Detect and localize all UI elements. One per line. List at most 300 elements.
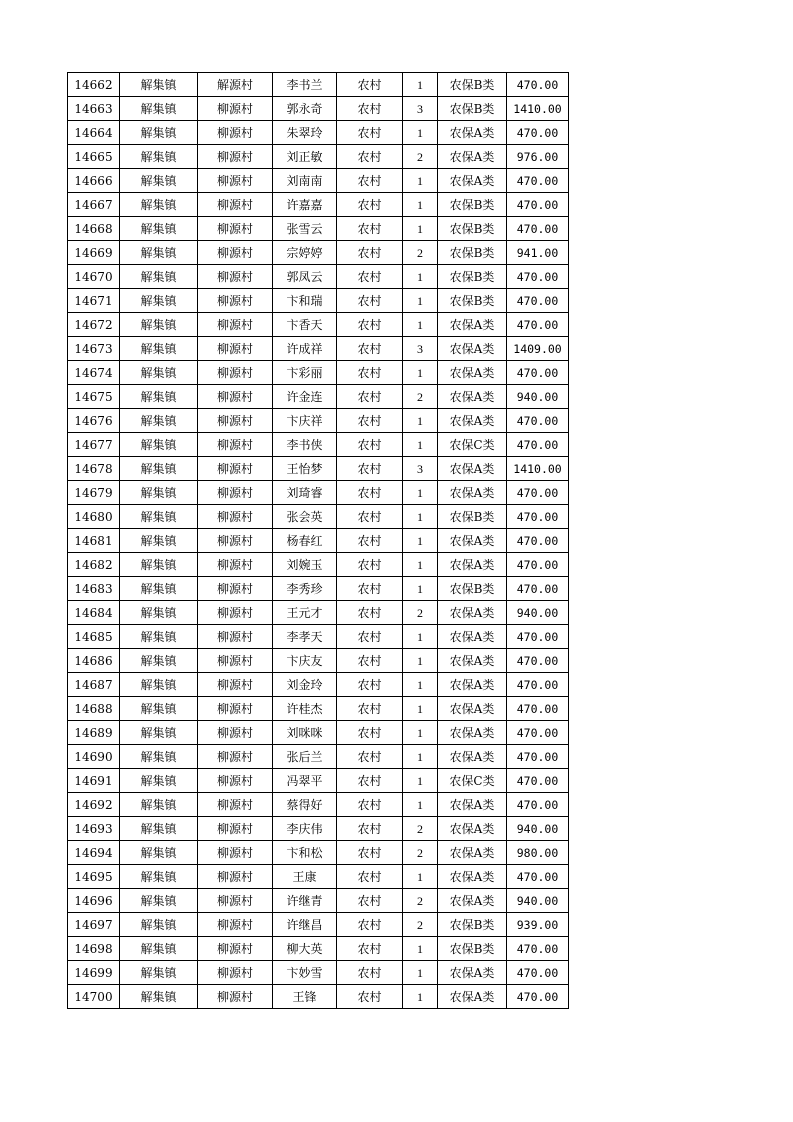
insurance-category-cell: 农保B类 [438, 577, 507, 601]
area-type-cell: 农村 [337, 217, 403, 241]
person-name-cell: 卞和瑞 [273, 289, 337, 313]
person-name-cell: 许嘉嘉 [273, 193, 337, 217]
amount-cell: 470.00 [507, 745, 569, 769]
village-cell: 柳源村 [198, 841, 273, 865]
village-cell: 解源村 [198, 73, 273, 97]
town-cell: 解集镇 [120, 73, 198, 97]
household-count-cell: 1 [403, 769, 438, 793]
table-row [68, 673, 569, 697]
village-cell: 柳源村 [198, 457, 273, 481]
record-id-cell: 14678 [68, 457, 120, 481]
area-type-cell: 农村 [337, 265, 403, 289]
table-row [68, 961, 569, 985]
town-cell: 解集镇 [120, 601, 198, 625]
table-row [68, 313, 569, 337]
town-cell: 解集镇 [120, 313, 198, 337]
record-id-cell: 14665 [68, 145, 120, 169]
area-type-cell: 农村 [337, 73, 403, 97]
table-row [68, 625, 569, 649]
amount-cell: 470.00 [507, 121, 569, 145]
town-cell: 解集镇 [120, 361, 198, 385]
insurance-category-cell: 农保A类 [438, 409, 507, 433]
amount-cell: 470.00 [507, 217, 569, 241]
town-cell: 解集镇 [120, 169, 198, 193]
village-cell: 柳源村 [198, 289, 273, 313]
amount-cell: 940.00 [507, 817, 569, 841]
amount-cell: 470.00 [507, 553, 569, 577]
area-type-cell: 农村 [337, 241, 403, 265]
household-count-cell: 1 [403, 361, 438, 385]
amount-cell: 470.00 [507, 73, 569, 97]
insurance-category-cell: 农保B类 [438, 217, 507, 241]
household-count-cell: 2 [403, 601, 438, 625]
table-row [68, 529, 569, 553]
amount-cell: 976.00 [507, 145, 569, 169]
area-type-cell: 农村 [337, 889, 403, 913]
insurance-category-cell: 农保B类 [438, 241, 507, 265]
village-cell: 柳源村 [198, 649, 273, 673]
table-row [68, 217, 569, 241]
insurance-category-cell: 农保A类 [438, 553, 507, 577]
town-cell: 解集镇 [120, 409, 198, 433]
area-type-cell: 农村 [337, 121, 403, 145]
household-count-cell: 1 [403, 985, 438, 1009]
table-row [68, 97, 569, 121]
town-cell: 解集镇 [120, 577, 198, 601]
insurance-category-cell: 农保A类 [438, 721, 507, 745]
person-name-cell: 张后兰 [273, 745, 337, 769]
insurance-category-cell: 农保A类 [438, 817, 507, 841]
person-name-cell: 刘咪咪 [273, 721, 337, 745]
record-id-cell: 14692 [68, 793, 120, 817]
amount-cell: 470.00 [507, 769, 569, 793]
table-row [68, 481, 569, 505]
insurance-category-cell: 农保A类 [438, 169, 507, 193]
table-row [68, 145, 569, 169]
household-count-cell: 2 [403, 241, 438, 265]
record-id-cell: 14662 [68, 73, 120, 97]
person-name-cell: 许成祥 [273, 337, 337, 361]
amount-cell: 470.00 [507, 577, 569, 601]
amount-cell: 470.00 [507, 361, 569, 385]
area-type-cell: 农村 [337, 793, 403, 817]
record-id-cell: 14689 [68, 721, 120, 745]
town-cell: 解集镇 [120, 793, 198, 817]
household-count-cell: 1 [403, 73, 438, 97]
town-cell: 解集镇 [120, 337, 198, 361]
town-cell: 解集镇 [120, 889, 198, 913]
person-name-cell: 刘金玲 [273, 673, 337, 697]
amount-cell: 940.00 [507, 889, 569, 913]
household-count-cell: 1 [403, 433, 438, 457]
town-cell: 解集镇 [120, 457, 198, 481]
amount-cell: 940.00 [507, 385, 569, 409]
household-count-cell: 1 [403, 193, 438, 217]
person-name-cell: 郭永奇 [273, 97, 337, 121]
person-name-cell: 卞彩丽 [273, 361, 337, 385]
amount-cell: 470.00 [507, 721, 569, 745]
village-cell: 柳源村 [198, 913, 273, 937]
household-count-cell: 3 [403, 457, 438, 481]
insurance-category-cell: 农保B类 [438, 937, 507, 961]
amount-cell: 470.00 [507, 265, 569, 289]
area-type-cell: 农村 [337, 841, 403, 865]
household-count-cell: 2 [403, 385, 438, 409]
amount-cell: 470.00 [507, 673, 569, 697]
amount-cell: 470.00 [507, 289, 569, 313]
household-count-cell: 1 [403, 121, 438, 145]
area-type-cell: 农村 [337, 433, 403, 457]
amount-cell: 470.00 [507, 937, 569, 961]
insurance-category-cell: 农保B类 [438, 73, 507, 97]
insurance-category-cell: 农保B类 [438, 289, 507, 313]
area-type-cell: 农村 [337, 673, 403, 697]
amount-cell: 1410.00 [507, 457, 569, 481]
area-type-cell: 农村 [337, 697, 403, 721]
household-count-cell: 1 [403, 577, 438, 601]
insurance-category-cell: 农保A类 [438, 385, 507, 409]
village-cell: 柳源村 [198, 193, 273, 217]
table-row [68, 457, 569, 481]
amount-cell: 470.00 [507, 697, 569, 721]
household-count-cell: 1 [403, 937, 438, 961]
person-name-cell: 刘婉玉 [273, 553, 337, 577]
household-count-cell: 1 [403, 313, 438, 337]
town-cell: 解集镇 [120, 625, 198, 649]
village-cell: 柳源村 [198, 385, 273, 409]
person-name-cell: 刘琦睿 [273, 481, 337, 505]
town-cell: 解集镇 [120, 265, 198, 289]
table-row [68, 361, 569, 385]
person-name-cell: 王怡梦 [273, 457, 337, 481]
household-count-cell: 1 [403, 265, 438, 289]
record-id-cell: 14675 [68, 385, 120, 409]
insurance-category-cell: 农保A类 [438, 337, 507, 361]
insurance-category-cell: 农保B类 [438, 913, 507, 937]
town-cell: 解集镇 [120, 649, 198, 673]
village-cell: 柳源村 [198, 145, 273, 169]
amount-cell: 470.00 [507, 481, 569, 505]
area-type-cell: 农村 [337, 529, 403, 553]
record-id-cell: 14697 [68, 913, 120, 937]
table-row [68, 745, 569, 769]
table-row [68, 385, 569, 409]
insurance-category-cell: 农保A类 [438, 529, 507, 553]
records-table [67, 72, 569, 1009]
insurance-category-cell: 农保A类 [438, 793, 507, 817]
person-name-cell: 许桂杰 [273, 697, 337, 721]
area-type-cell: 农村 [337, 481, 403, 505]
insurance-category-cell: 农保A类 [438, 865, 507, 889]
person-name-cell: 李庆伟 [273, 817, 337, 841]
record-id-cell: 14684 [68, 601, 120, 625]
insurance-category-cell: 农保A类 [438, 649, 507, 673]
village-cell: 柳源村 [198, 529, 273, 553]
insurance-category-cell: 农保B类 [438, 265, 507, 289]
area-type-cell: 农村 [337, 553, 403, 577]
record-id-cell: 14673 [68, 337, 120, 361]
amount-cell: 470.00 [507, 529, 569, 553]
record-id-cell: 14669 [68, 241, 120, 265]
table-row [68, 193, 569, 217]
record-id-cell: 14671 [68, 289, 120, 313]
area-type-cell: 农村 [337, 745, 403, 769]
village-cell: 柳源村 [198, 553, 273, 577]
table-row [68, 505, 569, 529]
person-name-cell: 王元才 [273, 601, 337, 625]
person-name-cell: 卞庆友 [273, 649, 337, 673]
area-type-cell: 农村 [337, 961, 403, 985]
insurance-category-cell: 农保A类 [438, 673, 507, 697]
area-type-cell: 农村 [337, 937, 403, 961]
village-cell: 柳源村 [198, 601, 273, 625]
area-type-cell: 农村 [337, 625, 403, 649]
record-id-cell: 14698 [68, 937, 120, 961]
household-count-cell: 1 [403, 793, 438, 817]
area-type-cell: 农村 [337, 457, 403, 481]
household-count-cell: 2 [403, 817, 438, 841]
record-id-cell: 14695 [68, 865, 120, 889]
table-row [68, 553, 569, 577]
table-row [68, 601, 569, 625]
village-cell: 柳源村 [198, 697, 273, 721]
area-type-cell: 农村 [337, 577, 403, 601]
town-cell: 解集镇 [120, 697, 198, 721]
town-cell: 解集镇 [120, 745, 198, 769]
area-type-cell: 农村 [337, 337, 403, 361]
table-row [68, 265, 569, 289]
table-row [68, 289, 569, 313]
household-count-cell: 1 [403, 505, 438, 529]
village-cell: 柳源村 [198, 673, 273, 697]
household-count-cell: 1 [403, 289, 438, 313]
amount-cell: 470.00 [507, 649, 569, 673]
area-type-cell: 农村 [337, 313, 403, 337]
record-id-cell: 14674 [68, 361, 120, 385]
person-name-cell: 刘正敏 [273, 145, 337, 169]
area-type-cell: 农村 [337, 361, 403, 385]
amount-cell: 470.00 [507, 169, 569, 193]
table-row [68, 121, 569, 145]
insurance-category-cell: 农保A类 [438, 961, 507, 985]
area-type-cell: 农村 [337, 289, 403, 313]
person-name-cell: 王锋 [273, 985, 337, 1009]
amount-cell: 470.00 [507, 865, 569, 889]
town-cell: 解集镇 [120, 433, 198, 457]
table-row [68, 913, 569, 937]
village-cell: 柳源村 [198, 745, 273, 769]
table-row [68, 337, 569, 361]
record-id-cell: 14663 [68, 97, 120, 121]
area-type-cell: 农村 [337, 409, 403, 433]
amount-cell: 939.00 [507, 913, 569, 937]
town-cell: 解集镇 [120, 241, 198, 265]
insurance-category-cell: 农保A类 [438, 481, 507, 505]
amount-cell: 470.00 [507, 505, 569, 529]
village-cell: 柳源村 [198, 409, 273, 433]
village-cell: 柳源村 [198, 217, 273, 241]
record-id-cell: 14700 [68, 985, 120, 1009]
table-row [68, 817, 569, 841]
record-id-cell: 14681 [68, 529, 120, 553]
table-row [68, 241, 569, 265]
person-name-cell: 李秀珍 [273, 577, 337, 601]
household-count-cell: 2 [403, 913, 438, 937]
insurance-category-cell: 农保C类 [438, 433, 507, 457]
insurance-category-cell: 农保B类 [438, 193, 507, 217]
household-count-cell: 1 [403, 625, 438, 649]
person-name-cell: 李孝天 [273, 625, 337, 649]
table-row [68, 985, 569, 1009]
village-cell: 柳源村 [198, 817, 273, 841]
household-count-cell: 1 [403, 169, 438, 193]
amount-cell: 940.00 [507, 601, 569, 625]
amount-cell: 941.00 [507, 241, 569, 265]
record-id-cell: 14686 [68, 649, 120, 673]
record-id-cell: 14676 [68, 409, 120, 433]
amount-cell: 1410.00 [507, 97, 569, 121]
household-count-cell: 3 [403, 97, 438, 121]
amount-cell: 980.00 [507, 841, 569, 865]
area-type-cell: 农村 [337, 721, 403, 745]
record-id-cell: 14682 [68, 553, 120, 577]
village-cell: 柳源村 [198, 865, 273, 889]
insurance-category-cell: 农保C类 [438, 769, 507, 793]
town-cell: 解集镇 [120, 145, 198, 169]
table-row [68, 697, 569, 721]
insurance-category-cell: 农保A类 [438, 985, 507, 1009]
insurance-category-cell: 农保A类 [438, 313, 507, 337]
town-cell: 解集镇 [120, 289, 198, 313]
household-count-cell: 1 [403, 409, 438, 433]
area-type-cell: 农村 [337, 193, 403, 217]
person-name-cell: 刘南南 [273, 169, 337, 193]
record-id-cell: 14690 [68, 745, 120, 769]
town-cell: 解集镇 [120, 385, 198, 409]
town-cell: 解集镇 [120, 553, 198, 577]
record-id-cell: 14691 [68, 769, 120, 793]
person-name-cell: 许继青 [273, 889, 337, 913]
village-cell: 柳源村 [198, 241, 273, 265]
insurance-category-cell: 农保A类 [438, 745, 507, 769]
area-type-cell: 农村 [337, 649, 403, 673]
area-type-cell: 农村 [337, 169, 403, 193]
household-count-cell: 2 [403, 145, 438, 169]
town-cell: 解集镇 [120, 97, 198, 121]
village-cell: 柳源村 [198, 313, 273, 337]
town-cell: 解集镇 [120, 817, 198, 841]
person-name-cell: 许继昌 [273, 913, 337, 937]
village-cell: 柳源村 [198, 961, 273, 985]
person-name-cell: 卞妙雪 [273, 961, 337, 985]
amount-cell: 470.00 [507, 961, 569, 985]
village-cell: 柳源村 [198, 625, 273, 649]
town-cell: 解集镇 [120, 217, 198, 241]
insurance-category-cell: 农保A类 [438, 601, 507, 625]
village-cell: 柳源村 [198, 505, 273, 529]
table-row [68, 769, 569, 793]
amount-cell: 470.00 [507, 313, 569, 337]
town-cell: 解集镇 [120, 505, 198, 529]
town-cell: 解集镇 [120, 961, 198, 985]
record-id-cell: 14685 [68, 625, 120, 649]
record-id-cell: 14672 [68, 313, 120, 337]
person-name-cell: 冯翠平 [273, 769, 337, 793]
table-row [68, 865, 569, 889]
town-cell: 解集镇 [120, 121, 198, 145]
town-cell: 解集镇 [120, 721, 198, 745]
amount-cell: 1409.00 [507, 337, 569, 361]
table-row [68, 409, 569, 433]
village-cell: 柳源村 [198, 361, 273, 385]
town-cell: 解集镇 [120, 865, 198, 889]
person-name-cell: 张雪云 [273, 217, 337, 241]
amount-cell: 470.00 [507, 625, 569, 649]
amount-cell: 470.00 [507, 985, 569, 1009]
records-table-body [68, 73, 569, 1009]
record-id-cell: 14679 [68, 481, 120, 505]
table-row [68, 841, 569, 865]
household-count-cell: 2 [403, 889, 438, 913]
table-row [68, 169, 569, 193]
insurance-category-cell: 农保A类 [438, 457, 507, 481]
area-type-cell: 农村 [337, 385, 403, 409]
person-name-cell: 王康 [273, 865, 337, 889]
record-id-cell: 14696 [68, 889, 120, 913]
record-id-cell: 14683 [68, 577, 120, 601]
town-cell: 解集镇 [120, 529, 198, 553]
village-cell: 柳源村 [198, 937, 273, 961]
person-name-cell: 许金连 [273, 385, 337, 409]
record-id-cell: 14687 [68, 673, 120, 697]
person-name-cell: 郭凤云 [273, 265, 337, 289]
person-name-cell: 蔡得好 [273, 793, 337, 817]
table-row [68, 793, 569, 817]
town-cell: 解集镇 [120, 769, 198, 793]
household-count-cell: 1 [403, 649, 438, 673]
amount-cell: 470.00 [507, 793, 569, 817]
table-row [68, 889, 569, 913]
person-name-cell: 李书侠 [273, 433, 337, 457]
record-id-cell: 14688 [68, 697, 120, 721]
person-name-cell: 卞香天 [273, 313, 337, 337]
insurance-category-cell: 农保A类 [438, 361, 507, 385]
record-id-cell: 14668 [68, 217, 120, 241]
area-type-cell: 农村 [337, 913, 403, 937]
household-count-cell: 1 [403, 721, 438, 745]
village-cell: 柳源村 [198, 721, 273, 745]
person-name-cell: 李书兰 [273, 73, 337, 97]
household-count-cell: 1 [403, 865, 438, 889]
record-id-cell: 14667 [68, 193, 120, 217]
village-cell: 柳源村 [198, 769, 273, 793]
area-type-cell: 农村 [337, 145, 403, 169]
village-cell: 柳源村 [198, 337, 273, 361]
table-row [68, 721, 569, 745]
household-count-cell: 2 [403, 841, 438, 865]
household-count-cell: 1 [403, 961, 438, 985]
area-type-cell: 农村 [337, 985, 403, 1009]
insurance-category-cell: 农保A类 [438, 121, 507, 145]
insurance-category-cell: 农保A类 [438, 145, 507, 169]
village-cell: 柳源村 [198, 985, 273, 1009]
insurance-category-cell: 农保A类 [438, 841, 507, 865]
record-id-cell: 14693 [68, 817, 120, 841]
village-cell: 柳源村 [198, 793, 273, 817]
town-cell: 解集镇 [120, 841, 198, 865]
person-name-cell: 卞和松 [273, 841, 337, 865]
record-id-cell: 14694 [68, 841, 120, 865]
